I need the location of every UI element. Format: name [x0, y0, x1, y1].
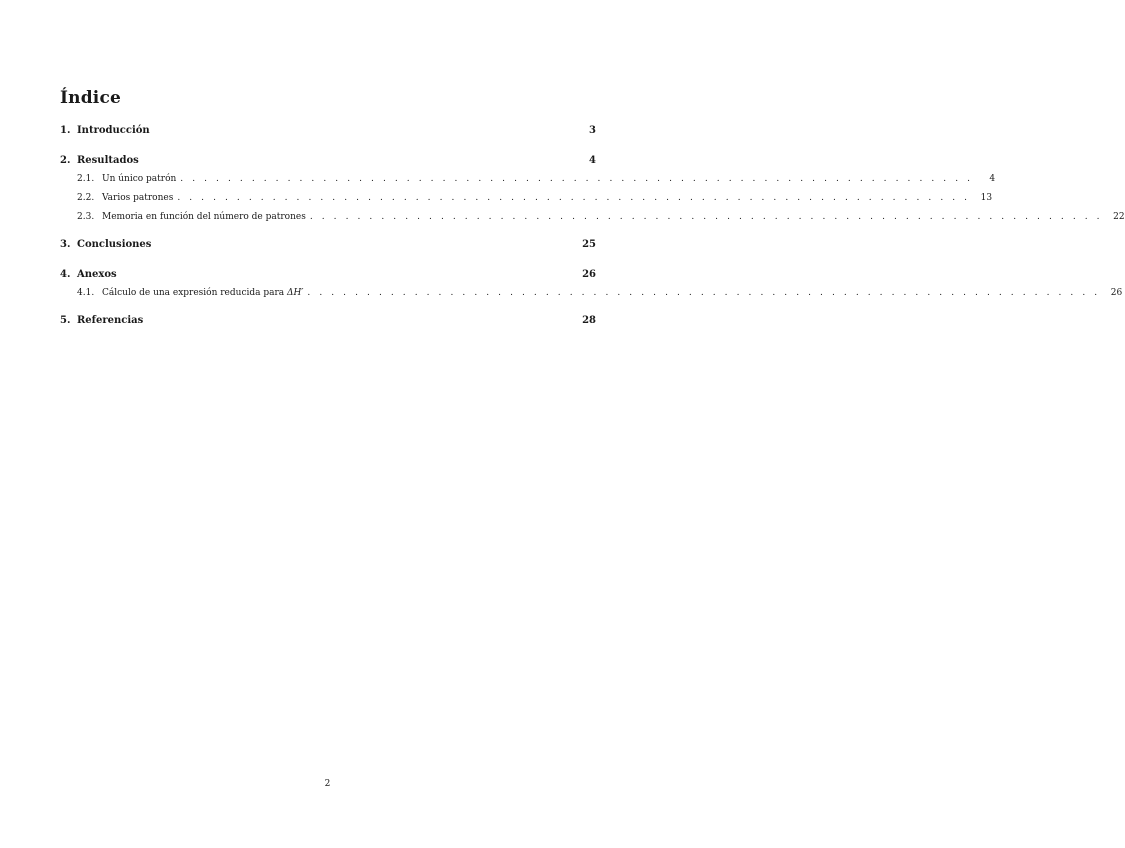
subsection-page-number: 22 — [1113, 212, 1125, 222]
subsection-label: Un único patrón — [102, 174, 177, 184]
toc-section-anexos[interactable] — [60, 268, 596, 282]
subsection-page-number: 13 — [980, 193, 993, 203]
toc-section-resultados[interactable] — [60, 154, 596, 168]
section-label: Conclusiones — [77, 239, 152, 250]
math-expression: ΔH′ — [287, 288, 304, 298]
toc-section-referencias[interactable] — [60, 314, 596, 328]
toc-section-introduccion[interactable] — [60, 124, 596, 138]
section-page-number: 28 — [582, 315, 596, 326]
footer-page-number: 2 — [324, 779, 331, 789]
dot-leader: . . . . . . . . . . . . . . . . . . . . . . . . . . . . . . . . . . . . . . . . . . . . . . . . . . . . . . . . . . . . . . . . . . . — [309, 212, 1103, 222]
subsection-number: 2.2. — [77, 193, 95, 203]
table-of-contents — [60, 124, 1125, 328]
subsection-number: 2.1. — [77, 174, 95, 184]
section-number: 4. — [60, 269, 71, 280]
dot-leader: . . . . . . . . . . . . . . . . . . . . . . . . . . . . . . . . . . . . . . . . . . . . . . . . . . . . . . . . . . . . . . . . . . . — [307, 288, 1101, 298]
subsection-label: Memoria en función del número de patrones — [102, 212, 306, 222]
section-page-number: 25 — [582, 239, 596, 250]
section-label: Introducción — [77, 125, 150, 136]
toc-subsection-unico-patron[interactable] — [60, 170, 996, 189]
section-number: 2. — [60, 155, 71, 166]
section-page-number: 4 — [589, 155, 596, 166]
subsection-page-number: 26 — [1110, 288, 1123, 298]
subsection-number: 2.3. — [77, 212, 95, 222]
subsection-label — [102, 284, 307, 303]
subsection-label: Varios patrones — [102, 193, 174, 203]
toc-title: Índice — [60, 88, 122, 108]
dot-leader: . . . . . . . . . . . . . . . . . . . . . . . . . . . . . . . . . . . . . . . . . . . . . . . . . . . . . . . . . . . . . . . . . . . — [177, 193, 971, 203]
subsection-number: 4.1. — [77, 288, 95, 298]
section-number: 3. — [60, 239, 71, 250]
toc-subsection-calculo[interactable] — [60, 284, 1123, 303]
subsection-page-number: 4 — [989, 174, 996, 184]
section-page-number: 26 — [582, 269, 596, 280]
section-label: Anexos — [77, 269, 117, 280]
section-number: 1. — [60, 125, 71, 136]
dot-leader: . . . . . . . . . . . . . . . . . . . . . . . . . . . . . . . . . . . . . . . . . . . . . . . . . . . . . . . . . . . . . . . . . . . — [180, 174, 974, 184]
toc-subsection-varios-patrones[interactable] — [60, 189, 993, 208]
toc-section-conclusiones[interactable] — [60, 238, 596, 252]
section-label: Resultados — [77, 155, 139, 166]
section-page-number: 3 — [589, 125, 596, 136]
toc-subsection-memoria[interactable] — [60, 208, 1125, 227]
section-label: Referencias — [77, 315, 144, 326]
section-number: 5. — [60, 315, 71, 326]
subsection-label-text: Cálculo de una expresión reducida para — [102, 288, 288, 298]
